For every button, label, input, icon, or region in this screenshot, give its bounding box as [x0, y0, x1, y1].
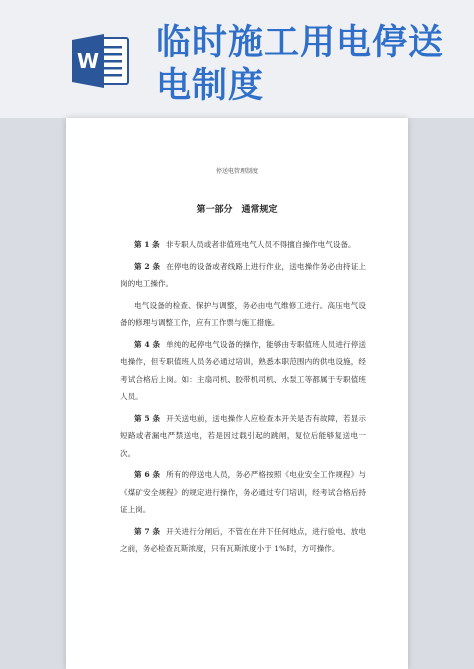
article-label: 第 2 条	[134, 261, 161, 271]
page-header: 停送电管理制度	[215, 168, 258, 175]
document-body	[120, 236, 366, 562]
article-label: 第 4 条	[134, 339, 161, 349]
article-label: 第 6 条	[134, 470, 161, 479]
title-line-1: 临时施工用电停送	[156, 23, 445, 63]
article-text: 开关送电前，送电操作人应检查本开关是否有故障，若显示短路或者漏电严禁送电，若是因过载引起的跳闸，复位后能够复送电一次。	[120, 413, 367, 458]
article-label: 第 7 条	[134, 526, 161, 536]
article-text: 开关进行分闸后，不管在在井下任何地点，进行验电、放电之前，务必检查瓦斯浓度，只有瓦斯浓度小于 1%时，方可操作。	[120, 526, 367, 553]
article-1	[120, 236, 366, 254]
article-5	[120, 410, 366, 463]
article-text: 电气设备的检查、保护与调整，务必由电气维修工进行。高压电气设备的修理与调整工作，应有工作票与施工措施。	[120, 300, 366, 327]
article-4	[120, 336, 366, 406]
banner	[0, 0, 474, 118]
article-3	[120, 297, 366, 332]
word-logo-icon	[70, 30, 132, 92]
document-title	[156, 22, 456, 108]
article-2	[120, 258, 366, 293]
article-text: 单纯的起停电气设备的操作，能够由专职值班人员进行停送电操作，但专职值班人员务必通过培训，熟悉本职范围内的供电设施，经考试合格后上岗。如：主扇司机、胶带机司机、水泵工等都属于专职值班人员。	[120, 339, 367, 401]
article-text: 在停电的设备或者线路上进行作业，送电操作务必由持证上岗的电工操作。	[120, 261, 367, 288]
title-line-2: 电制度	[156, 66, 265, 106]
article-7	[120, 523, 366, 558]
article-text: 所有的停送电人员，务必严格按照《电业安全工作规程》与《煤矿安全规程》的规定进行操作，务必通过专门培训，经考试合格后持证上岗。	[120, 470, 367, 514]
article-label: 第 1 条	[134, 240, 160, 249]
svg-text:W: W	[76, 49, 100, 73]
article-6	[120, 466, 366, 519]
article-text: 非专职人员或者非值班电气人员不得擅自操作电气设备。	[165, 240, 356, 249]
part-title: 第一部分 通常规定	[196, 205, 278, 215]
article-label: 第 5 条	[134, 413, 161, 423]
document-page	[66, 118, 408, 669]
